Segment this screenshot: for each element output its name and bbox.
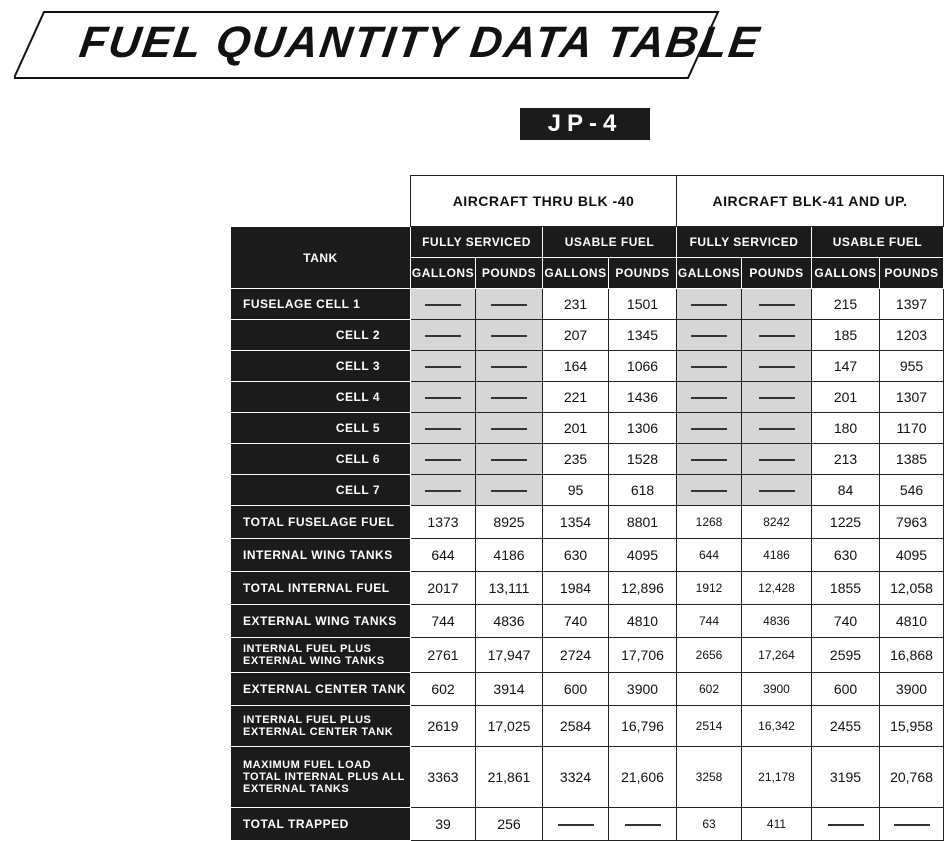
dash-mark: [759, 335, 795, 337]
dash-mark: [425, 397, 461, 399]
empty-value-cell: [476, 289, 543, 320]
dash-mark: [894, 824, 930, 826]
value-cell: 12,896: [609, 572, 677, 605]
empty-value-cell: [742, 413, 812, 444]
subgroup-header: FULLY SERVICED: [411, 227, 543, 258]
value-cell: 12,428: [742, 572, 812, 605]
value-cell: 4836: [742, 605, 812, 638]
value-cell: 1066: [609, 351, 677, 382]
value-cell: 1528: [609, 444, 677, 475]
unit-header: POUNDS: [609, 258, 677, 289]
table-row: [231, 808, 944, 841]
subgroup-header: USABLE FUEL: [543, 227, 677, 258]
value-cell: 213: [812, 444, 880, 475]
empty-value-cell: [411, 413, 476, 444]
value-cell: 1912: [677, 572, 742, 605]
value-cell: 215: [812, 289, 880, 320]
empty-value-cell: [742, 475, 812, 506]
value-cell: 17,025: [476, 706, 543, 747]
unit-header: GALLONS: [543, 258, 609, 289]
unit-header: POUNDS: [742, 258, 812, 289]
value-cell: 235: [543, 444, 609, 475]
empty-value-cell: [411, 475, 476, 506]
value-cell: 180: [812, 413, 880, 444]
table-row: [231, 506, 944, 539]
value-cell: 4810: [880, 605, 944, 638]
dash-mark: [828, 824, 864, 826]
value-cell: 2724: [543, 638, 609, 673]
dash-mark: [558, 824, 594, 826]
dash-mark: [759, 397, 795, 399]
tank-label: CELL 2: [231, 320, 411, 351]
dash-mark: [691, 397, 727, 399]
empty-value-cell: [411, 444, 476, 475]
value-cell: 744: [411, 605, 476, 638]
page-title: FUEL QUANTITY DATA TABLE: [76, 18, 764, 67]
value-cell: 2656: [677, 638, 742, 673]
value-cell: 1170: [880, 413, 944, 444]
value-cell: 17,947: [476, 638, 543, 673]
value-cell: 1307: [880, 382, 944, 413]
table-row: [231, 747, 944, 808]
table-row: [231, 539, 944, 572]
empty-value-cell: [411, 289, 476, 320]
value-cell: 12,058: [880, 572, 944, 605]
value-cell: 1501: [609, 289, 677, 320]
unit-header: GALLONS: [812, 258, 880, 289]
value-cell: 1436: [609, 382, 677, 413]
empty-value-cell: [677, 289, 742, 320]
table-row: [231, 605, 944, 638]
dash-mark: [759, 459, 795, 461]
value-cell: 1268: [677, 506, 742, 539]
tank-label: CELL 5: [231, 413, 411, 444]
value-cell: 3258: [677, 747, 742, 808]
empty-value-cell: [812, 808, 880, 841]
dash-mark: [425, 490, 461, 492]
empty-value-cell: [476, 444, 543, 475]
table-row: [231, 320, 944, 351]
tank-label: MAXIMUM FUEL LOAD TOTAL INTERNAL PLUS ALL EXTERNAL TANKS: [231, 747, 411, 808]
value-cell: 3324: [543, 747, 609, 808]
value-cell: 3900: [609, 673, 677, 706]
tank-label: TOTAL FUSELAGE FUEL: [231, 506, 411, 539]
value-cell: 3914: [476, 673, 543, 706]
value-cell: 16,342: [742, 706, 812, 747]
table-row: [231, 475, 944, 506]
value-cell: 1385: [880, 444, 944, 475]
value-cell: 1203: [880, 320, 944, 351]
empty-value-cell: [543, 808, 609, 841]
table-row: [231, 572, 944, 605]
value-cell: 602: [411, 673, 476, 706]
dash-mark: [691, 304, 727, 306]
value-cell: 602: [677, 673, 742, 706]
value-cell: 411: [742, 808, 812, 841]
value-cell: 1397: [880, 289, 944, 320]
dash-mark: [759, 428, 795, 430]
dash-mark: [491, 459, 527, 461]
dash-mark: [425, 335, 461, 337]
value-cell: 955: [880, 351, 944, 382]
value-cell: 4095: [609, 539, 677, 572]
empty-value-cell: [411, 382, 476, 413]
subgroup-header: FULLY SERVICED: [677, 227, 812, 258]
dash-mark: [691, 459, 727, 461]
value-cell: 20,768: [880, 747, 944, 808]
value-cell: 8242: [742, 506, 812, 539]
value-cell: 644: [677, 539, 742, 572]
value-cell: 231: [543, 289, 609, 320]
value-cell: 4836: [476, 605, 543, 638]
empty-value-cell: [742, 382, 812, 413]
value-cell: 2619: [411, 706, 476, 747]
value-cell: 2017: [411, 572, 476, 605]
value-cell: 84: [812, 475, 880, 506]
value-cell: 17,264: [742, 638, 812, 673]
value-cell: 2514: [677, 706, 742, 747]
dash-mark: [425, 304, 461, 306]
tank-label: INTERNAL FUEL PLUS EXTERNAL CENTER TANK: [231, 706, 411, 747]
value-cell: 740: [543, 605, 609, 638]
empty-value-cell: [411, 351, 476, 382]
empty-value-cell: [476, 382, 543, 413]
value-cell: 3195: [812, 747, 880, 808]
dash-mark: [491, 490, 527, 492]
value-cell: 13,111: [476, 572, 543, 605]
dash-mark: [625, 824, 661, 826]
value-cell: 630: [812, 539, 880, 572]
value-cell: 4810: [609, 605, 677, 638]
dash-mark: [491, 366, 527, 368]
empty-value-cell: [677, 351, 742, 382]
value-cell: 1306: [609, 413, 677, 444]
fuel-type-badge: JP-4: [520, 108, 650, 140]
tank-label: CELL 6: [231, 444, 411, 475]
value-cell: 1984: [543, 572, 609, 605]
value-cell: 147: [812, 351, 880, 382]
value-cell: 2761: [411, 638, 476, 673]
table-row: [231, 444, 944, 475]
value-cell: 4186: [742, 539, 812, 572]
tank-label: INTERNAL WING TANKS: [231, 539, 411, 572]
table-row: [231, 289, 944, 320]
value-cell: 600: [812, 673, 880, 706]
dash-mark: [759, 366, 795, 368]
table-row: [231, 673, 944, 706]
value-cell: 4186: [476, 539, 543, 572]
empty-value-cell: [880, 808, 944, 841]
empty-value-cell: [677, 475, 742, 506]
table-row: [231, 706, 944, 747]
dash-mark: [691, 490, 727, 492]
value-cell: 17,706: [609, 638, 677, 673]
empty-value-cell: [411, 320, 476, 351]
table-row: [231, 413, 944, 444]
value-cell: 630: [543, 539, 609, 572]
empty-value-cell: [609, 808, 677, 841]
table-row: [231, 351, 944, 382]
tank-label: INTERNAL FUEL PLUS EXTERNAL WING TANKS: [231, 638, 411, 673]
group-header-thru-blk40: AIRCRAFT THRU BLK -40: [411, 176, 677, 227]
value-cell: 15,958: [880, 706, 944, 747]
value-cell: 16,796: [609, 706, 677, 747]
value-cell: 1855: [812, 572, 880, 605]
value-cell: 21,606: [609, 747, 677, 808]
value-cell: 644: [411, 539, 476, 572]
dash-mark: [491, 428, 527, 430]
group-header-blk41-up: AIRCRAFT BLK-41 AND UP.: [677, 176, 944, 227]
dash-mark: [691, 366, 727, 368]
unit-header: POUNDS: [476, 258, 543, 289]
table-row: [231, 382, 944, 413]
empty-value-cell: [742, 320, 812, 351]
unit-header: POUNDS: [880, 258, 944, 289]
unit-header: GALLONS: [677, 258, 742, 289]
tank-label: EXTERNAL WING TANKS: [231, 605, 411, 638]
value-cell: 8801: [609, 506, 677, 539]
tank-label: CELL 4: [231, 382, 411, 413]
dash-mark: [425, 366, 461, 368]
header-corner: [231, 176, 411, 227]
value-cell: 3900: [880, 673, 944, 706]
empty-value-cell: [677, 320, 742, 351]
dash-mark: [425, 428, 461, 430]
value-cell: 16,868: [880, 638, 944, 673]
value-cell: 1345: [609, 320, 677, 351]
value-cell: 3363: [411, 747, 476, 808]
value-cell: 4095: [880, 539, 944, 572]
value-cell: 201: [812, 382, 880, 413]
value-cell: 39: [411, 808, 476, 841]
table-body: [231, 289, 944, 841]
dash-mark: [425, 459, 461, 461]
value-cell: 1225: [812, 506, 880, 539]
empty-value-cell: [742, 351, 812, 382]
fuel-quantity-table: [230, 175, 944, 841]
tank-label: TOTAL TRAPPED: [231, 808, 411, 841]
dash-mark: [491, 304, 527, 306]
value-cell: 618: [609, 475, 677, 506]
value-cell: 256: [476, 808, 543, 841]
value-cell: 95: [543, 475, 609, 506]
value-cell: 7963: [880, 506, 944, 539]
value-cell: 8925: [476, 506, 543, 539]
unit-header: GALLONS: [411, 258, 476, 289]
value-cell: 600: [543, 673, 609, 706]
dash-mark: [759, 490, 795, 492]
empty-value-cell: [476, 320, 543, 351]
tank-label: CELL 7: [231, 475, 411, 506]
empty-value-cell: [742, 444, 812, 475]
tank-label: CELL 3: [231, 351, 411, 382]
value-cell: 2595: [812, 638, 880, 673]
empty-value-cell: [476, 475, 543, 506]
value-cell: 221: [543, 382, 609, 413]
value-cell: 21,178: [742, 747, 812, 808]
value-cell: 207: [543, 320, 609, 351]
dash-mark: [491, 397, 527, 399]
dash-mark: [491, 335, 527, 337]
dash-mark: [691, 335, 727, 337]
empty-value-cell: [677, 444, 742, 475]
value-cell: 164: [543, 351, 609, 382]
value-cell: 2455: [812, 706, 880, 747]
table-row: [231, 638, 944, 673]
tank-column-header: TANK: [231, 227, 411, 289]
dash-mark: [759, 304, 795, 306]
value-cell: 1373: [411, 506, 476, 539]
empty-value-cell: [476, 351, 543, 382]
tank-label: FUSELAGE CELL 1: [231, 289, 411, 320]
empty-value-cell: [742, 289, 812, 320]
value-cell: 2584: [543, 706, 609, 747]
value-cell: 201: [543, 413, 609, 444]
value-cell: 546: [880, 475, 944, 506]
value-cell: 63: [677, 808, 742, 841]
value-cell: 740: [812, 605, 880, 638]
value-cell: 3900: [742, 673, 812, 706]
tank-label: EXTERNAL CENTER TANK: [231, 673, 411, 706]
tank-label: TOTAL INTERNAL FUEL: [231, 572, 411, 605]
value-cell: 1354: [543, 506, 609, 539]
dash-mark: [691, 428, 727, 430]
value-cell: 744: [677, 605, 742, 638]
subgroup-header: USABLE FUEL: [812, 227, 944, 258]
empty-value-cell: [677, 382, 742, 413]
value-cell: 185: [812, 320, 880, 351]
empty-value-cell: [476, 413, 543, 444]
value-cell: 21,861: [476, 747, 543, 808]
empty-value-cell: [677, 413, 742, 444]
